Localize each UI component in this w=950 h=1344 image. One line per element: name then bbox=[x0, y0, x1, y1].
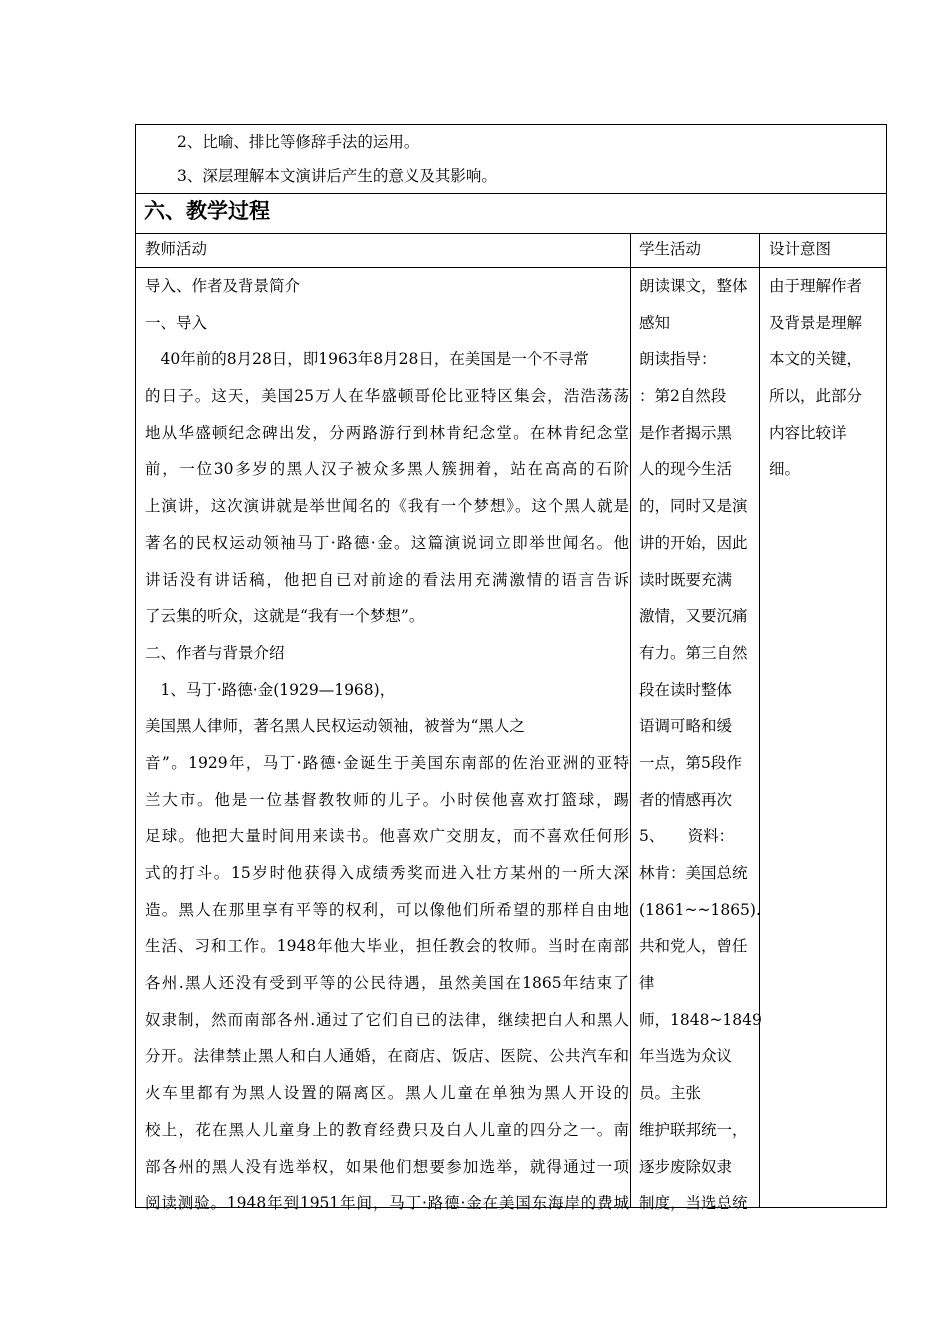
text-line: 本文的关键， bbox=[769, 350, 863, 369]
text-line: 读时既要充满 bbox=[639, 570, 733, 589]
text-line: 美国黑人律师，著名黑人民权运动领袖，被誉为“黑人之 bbox=[145, 717, 525, 736]
text-line: 奴隶制，然而南部各州.通过了它们自已的法律，继续把白人和黑人 bbox=[145, 1010, 629, 1029]
text-line: 5、 资料： bbox=[639, 827, 735, 846]
text-line: 著名的民权运动领袖马丁·路德·金。这篇演说词立即举世闻名。他 bbox=[145, 533, 629, 552]
teacher-activity-column bbox=[145, 268, 629, 1222]
text-line: 二、作者与背景介绍 bbox=[145, 643, 285, 662]
text-line: 音”。1929年，马丁·路德·金诞生于美国东南部的佐治亚洲的亚特 bbox=[145, 753, 629, 772]
text-line: 足球。他把大量时间用来读书。他喜欢广交朋友，而不喜欢任何形 bbox=[145, 827, 629, 846]
row-divider bbox=[136, 193, 886, 194]
header-design-intent: 设计意图 bbox=[769, 240, 832, 258]
text-line: 段在读时整体 bbox=[639, 680, 733, 699]
text-line: 是作者揭示黑 bbox=[639, 423, 733, 442]
text-line: 由于理解作者 bbox=[769, 277, 863, 295]
text-line: 的日子。这天，美国25万人在华盛顿哥伦比亚特区集会，浩浩荡荡 bbox=[145, 387, 629, 406]
text-line: 上演讲，这次演讲就是举世闻名的《我有一个梦想》。这个黑人就是 bbox=[145, 497, 629, 516]
text-line: ：第2自然段 bbox=[639, 387, 727, 406]
text-line: 维护联邦统一， bbox=[639, 1120, 748, 1139]
text-line: 阅读测验。1948年到1951年间，马丁·路德·金在美国东海岸的费城 bbox=[145, 1194, 629, 1213]
objective-item-3: 3、深层理解本文演讲后产生的意义及其影响。 bbox=[177, 167, 497, 185]
text-line: 前，一位30多岁的黑人汉子被众多黑人簇拥着，站在高高的石阶 bbox=[145, 460, 629, 479]
student-activity-column bbox=[639, 268, 762, 1222]
text-line: 讲话没有讲话稿，他把自已对前途的看法用充满激情的语言告诉 bbox=[145, 570, 629, 589]
column-divider bbox=[759, 233, 760, 1207]
text-line: 一、导入 bbox=[145, 313, 208, 332]
text-line: 人的现今生活 bbox=[639, 460, 733, 479]
text-line: 细。 bbox=[769, 460, 801, 479]
text-line: 导入、作者及背景简介 bbox=[145, 277, 301, 295]
text-line: 律 bbox=[639, 974, 655, 993]
text-line: 年当选为众议 bbox=[639, 1047, 733, 1066]
text-line: 朗读指导： bbox=[639, 350, 717, 369]
text-line: 共和党人，曾任 bbox=[639, 937, 748, 956]
text-line: 感知 bbox=[639, 313, 671, 332]
column-divider bbox=[630, 233, 631, 1207]
text-line: 40年前的8月28日，即1963年8月28日，在美国是一个不寻常 bbox=[145, 350, 589, 369]
text-line: 朗读课文，整体 bbox=[639, 277, 748, 295]
text-line: 讲的开始，因此 bbox=[639, 533, 748, 552]
lesson-table bbox=[135, 124, 887, 1213]
text-line: 语调可略和缓 bbox=[639, 717, 733, 736]
text-line: 部各州的黑人没有选举权，如果他们想要参加选举，就得通过一项 bbox=[145, 1157, 629, 1176]
design-intent-column bbox=[769, 268, 879, 488]
text-line: 员。主张 bbox=[639, 1084, 702, 1103]
text-line: 1、马丁·路德·金(1929—1968)， bbox=[145, 680, 396, 699]
text-line: 者的情感再次 bbox=[639, 790, 733, 809]
text-line: 了云集的听众，这就是“我有一个梦想”。 bbox=[145, 607, 425, 626]
text-line: 内容比较详 bbox=[769, 423, 847, 442]
text-line: 火车里都有为黑人设置的隔离区。黑人儿童在单独为黑人开设的 bbox=[145, 1084, 629, 1103]
header-student-activity: 学生活动 bbox=[639, 240, 702, 258]
text-line: 制度，当选总统 bbox=[639, 1194, 748, 1213]
text-line: 有力。第三自然 bbox=[639, 643, 748, 662]
text-line: (1861~~1865). bbox=[639, 900, 761, 919]
text-line: 兰大市。他是一位基督教牧师的儿子。小时侯他喜欢打篮球，踢 bbox=[145, 790, 629, 809]
section-title: 六、教学过程 bbox=[144, 199, 270, 223]
row-divider bbox=[136, 233, 886, 234]
text-line: 校上，花在黑人儿童身上的教育经费只及白人儿童的四分之一。南 bbox=[145, 1120, 629, 1139]
text-line: 逐步废除奴隶 bbox=[639, 1157, 733, 1176]
header-teacher-activity: 教师活动 bbox=[145, 240, 208, 258]
text-line: 各州.黑人还没有受到平等的公民待遇，虽然美国在1865年结束了 bbox=[145, 974, 629, 993]
text-line: 生活、习和工作。1948年他大毕业，担任教会的牧师。当时在南部 bbox=[145, 937, 629, 956]
text-line: 式的打斗。15岁时他获得入成绩秀奖而进入壮方某州的一所大深 bbox=[145, 864, 629, 882]
text-line: 的，同时又是演 bbox=[639, 497, 748, 516]
text-line: 地从华盛顿纪念碑出发，分两路游行到林肯纪念堂。在林肯纪念堂 bbox=[145, 423, 629, 442]
text-line: 分开。法律禁止黑人和白人通婚，在商店、饭店、医院、公共汽车和 bbox=[145, 1047, 629, 1066]
text-line: 及背景是理解 bbox=[769, 313, 863, 332]
text-line: 师，1848~1849 bbox=[639, 1010, 762, 1029]
text-line: 造。黑人在那里享有平等的权利，可以像他们所希望的那样自由地 bbox=[145, 900, 629, 919]
objective-item-2: 2、比喻、排比等修辞手法的运用。 bbox=[177, 133, 420, 151]
text-line: 林肯：美国总统 bbox=[639, 864, 748, 882]
text-line: 激情，又要沉痛 bbox=[639, 607, 748, 626]
text-line: 一点，第5段作 bbox=[639, 753, 742, 772]
text-line: 所以，此部分 bbox=[769, 387, 863, 406]
